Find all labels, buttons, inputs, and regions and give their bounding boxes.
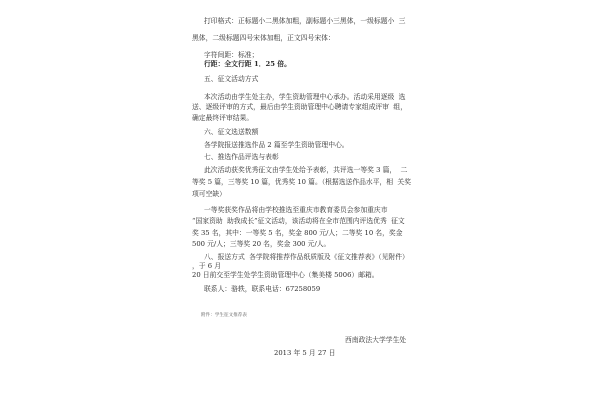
text-line: 各学院报送推选作品 2 篇至学生资助管理中心。: [204, 141, 349, 149]
section-heading: 七、推选作品评选与表彰: [204, 153, 279, 161]
text-line: “国家资助 助我成长”征文活动，该活动将在全市范围内评选优秀 征文: [192, 217, 405, 225]
contact-line: 联系人：骆轶，联系电话：67258059: [204, 285, 321, 293]
text-line: 一等奖获奖作品将由学校推选至重庆市教育委员会参加重庆市: [204, 206, 388, 214]
signature: 西南政法大学学生处: [345, 336, 407, 344]
text-line: 八、报送方式 各学院将推荐作品纸质版及《征文推荐表》（见附件）: [204, 253, 409, 261]
text-line: 黑体，二级标题四号宋体加粗，正文四号宋体：: [192, 34, 335, 42]
text-line: 打印格式：正标题小二黑体加粗，副标题小三黑体，一级标题小 三: [204, 17, 406, 25]
text-line: 奖 35 名，其中：一等奖 5 名，奖金 800 元/人；二等奖 10 名，奖金: [192, 229, 403, 237]
text-line: 字符间距：标准；: [204, 51, 259, 59]
date: 2013 年 5 月 27 日: [274, 349, 336, 357]
text-line: 项可空缺）: [192, 190, 226, 198]
section-heading: 六、征文选送数额: [204, 128, 259, 136]
text-line: 此次活动获奖优秀征文由学生处给予表彰，共评选一等奖 3 篇， 二: [204, 166, 408, 174]
attachment-note: 附件：学生征文推荐表: [201, 313, 247, 318]
text-line: 行距：全文行距 1．25 倍。: [204, 60, 291, 68]
section-heading: 五、征文活动方式: [204, 75, 259, 83]
text-line: 等奖 5 篇，三等奖 10 篇，优秀奖 10 篇。（根据选送作品水平，相 关奖: [192, 178, 412, 186]
text-line: ，于 6 月: [192, 262, 222, 270]
text-line: 500 元/人；三等奖 20 名，奖金 300 元/人。: [192, 240, 331, 248]
text-line: 确定最终评审结果。: [192, 114, 254, 122]
text-line: 20 日前交至学生处学生资助管理中心（集美楼 5006）邮箱。: [192, 271, 379, 279]
text-line: 本次活动由学生处主办，学生资助管理中心承办。活动采用逐级 选: [204, 93, 406, 101]
text-line: 送、逐级评审的方式，最后由学生资助管理中心聘请专家组成评审 组，: [192, 103, 408, 111]
